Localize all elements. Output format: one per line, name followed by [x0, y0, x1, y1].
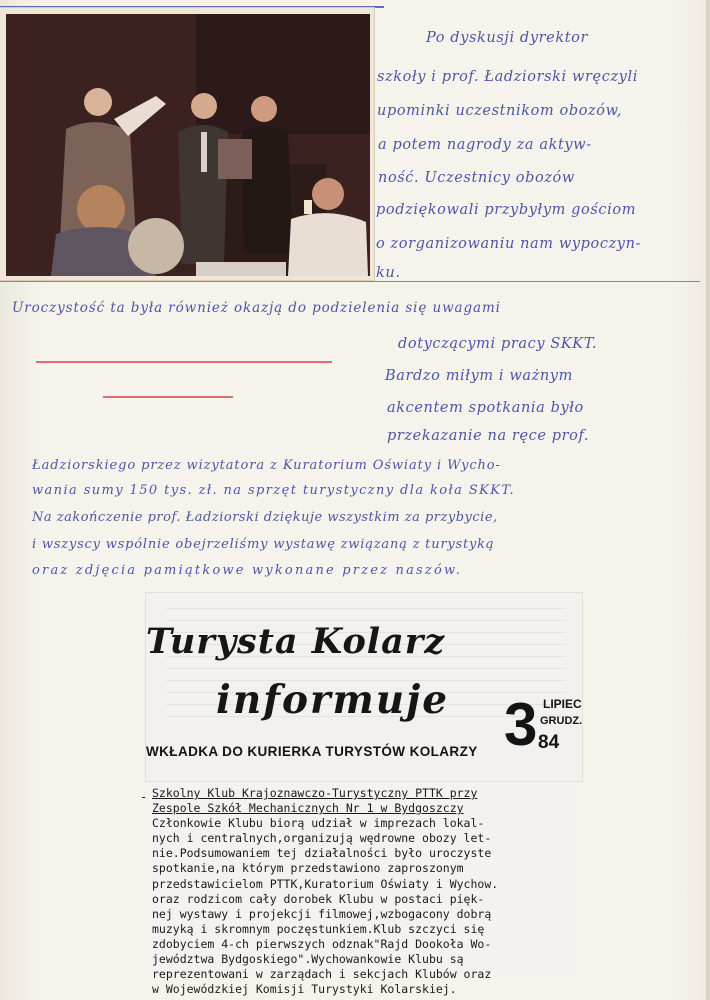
handwriting-line: wania sumy 150 tys. zł. na sprzęt turystyczny dla koła SKKT. [32, 483, 516, 498]
article-line: nej wystawy i projekcji filmowej,wzbogacony dobrą [152, 906, 492, 921]
photo-scene-illustration [6, 14, 370, 276]
handwriting-line: Po dyskusji dyrektor [426, 30, 588, 46]
handwriting-line: ność. Uczestnicy obozów [378, 170, 575, 186]
issue-year: 84 [538, 732, 560, 753]
handwriting-line: Ładziorskiego przez wizytatora z Kuratorium Oświaty i Wycho- [32, 458, 501, 473]
article-line: nie.Podsumowaniem tej działalności było uroczyste [152, 846, 492, 861]
photo-image [6, 14, 370, 276]
article-line: Zespole Szkół Mechanicznych Nr 1 w Bydgoszczy [152, 801, 464, 816]
handwriting-line: szkoły i prof. Ładziorski wręczyli [377, 69, 638, 85]
red-rule [103, 396, 233, 398]
typewritten-article [152, 784, 576, 997]
newspaper-clipping-header [146, 593, 582, 781]
article-line: Szkolny Klub Krajoznawczo-Turystyczny PTTK przy [152, 786, 478, 800]
handwriting-line: i wszyscy wspólnie obejrzeliśmy wystawę związaną z turystyką [32, 537, 495, 552]
event-photograph [0, 8, 374, 280]
handwriting-line: o zorganizowaniu nam wypoczyn- [376, 236, 642, 252]
issue-number: 3 [504, 691, 538, 758]
article-line: jewództwa Bydgoskiego".Wychowankowie Klubu są [152, 952, 464, 967]
handwriting-line: a potem nagrody za aktyw- [378, 137, 592, 153]
clipping-title-line2: informuje [216, 677, 450, 723]
article-line: nych i centralnych,organizują wędrowne obozy let- [152, 831, 492, 846]
article-line: oraz rodzicom cały dorobek Klubu w postaci pięk- [152, 891, 485, 906]
issue-month-end: GRUDZ. [540, 715, 583, 727]
article-line: Członkowie Klubu biorą udział w imprezach lokal- [152, 816, 485, 831]
handwriting-line: upominki uczestnikom obozów, [377, 103, 623, 119]
handwriting-line: dotyczącymi pracy SKKT. [398, 336, 598, 352]
issue-month-start: LIPIEC [543, 697, 582, 711]
handwriting-line: akcentem spotkania było [387, 400, 584, 416]
clipping-title-line1: Turysta Kolarz [146, 621, 446, 662]
ruled-line-middle [0, 281, 700, 282]
article-line: muzyką i skromnym poczęstunkiem.Klub szczyci się [152, 921, 485, 936]
article-text [152, 786, 498, 997]
article-line: w Wojewódzkiej Komisji Turystyki Kolarskiej. [152, 982, 457, 997]
page-binding-edge [706, 0, 710, 1000]
red-rule [36, 361, 332, 363]
handwriting-line: Bardzo miłym i ważnym [385, 368, 573, 384]
handwriting-line: podziękowali przybyłym gościom [376, 202, 637, 218]
clipping-subtitle: WKŁADKA DO KURIERKA TURYSTÓW KOLARZY [146, 744, 478, 759]
handwriting-line: Uroczystość ta była również okazją do podzielenia się uwagami [12, 300, 501, 316]
handwriting-line: przekazanie na ręce prof. [387, 428, 590, 444]
article-line: spotkanie,na którym przedstawiono zaproszonym [152, 861, 464, 876]
handwriting-line: Na zakończenie prof. Ładziorski dziękuje wszystkim za przybycie, [32, 510, 498, 525]
handwriting-line: ku. [376, 265, 401, 281]
article-line: zdobyciem 4-ch pierwszych odznak"Rajd Dookoła Wo- [152, 936, 492, 951]
handwriting-line: oraz zdjęcia pamiątkowe wykonane przez naszów. [32, 563, 463, 578]
article-line: przedstawicielom PTTK,Kuratorium Oświaty i Wychow. [152, 876, 499, 891]
article-line: reprezentowani w zarządach i sekcjach Klubów oraz [152, 967, 492, 982]
article-dash: - [140, 790, 148, 804]
